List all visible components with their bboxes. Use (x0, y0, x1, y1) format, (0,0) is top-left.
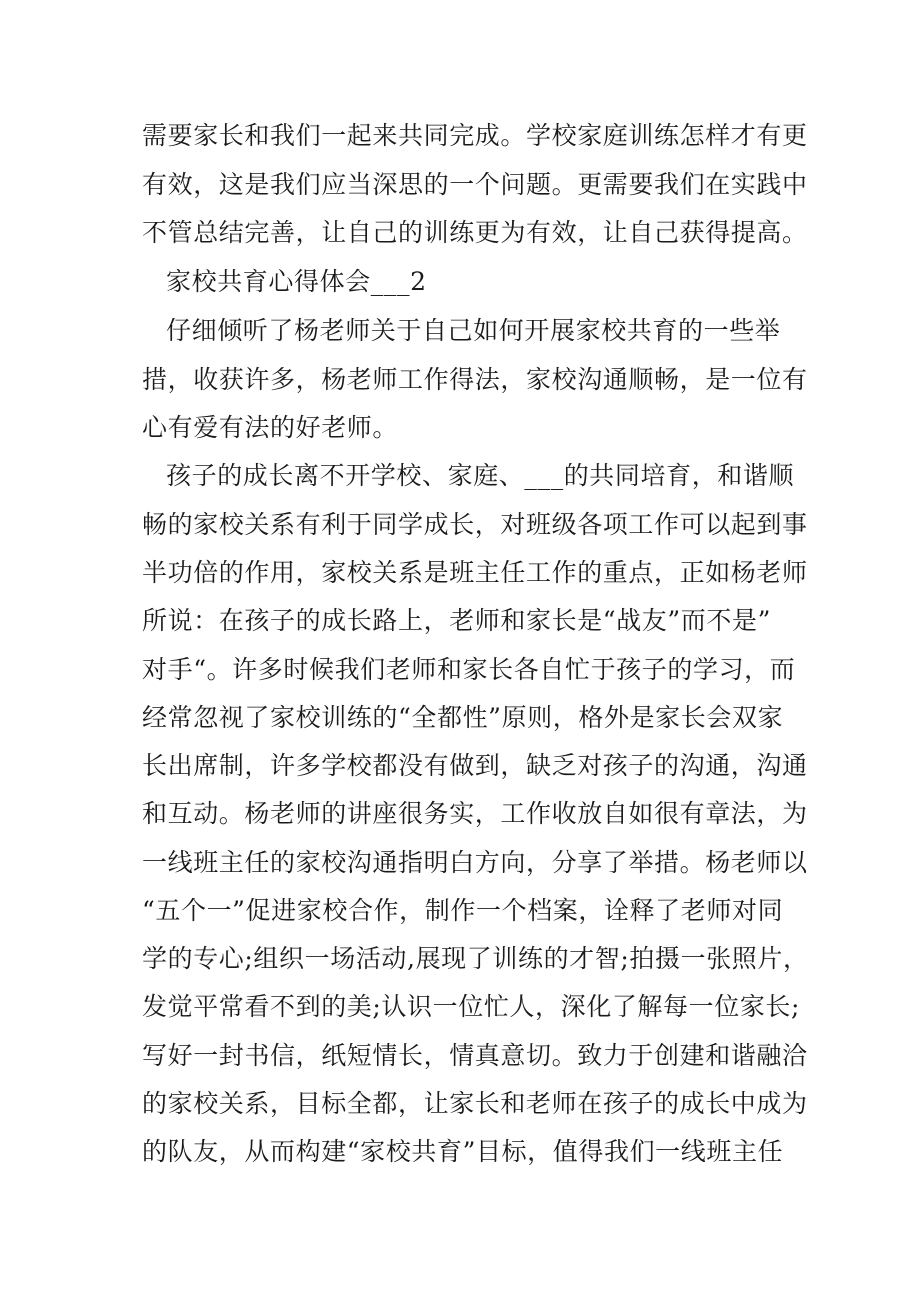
text-line: 需要家长和我们一起来共同完成。学校家庭训练怎样才有更 (142, 121, 808, 150)
text-line: 孩子的成长离不开学校、家庭、___的共同培育，和谐顺 (166, 461, 795, 490)
text-line: 仔细倾听了杨老师关于自己如何开展家校共育的一些举 (166, 316, 781, 345)
text-line: 的队友，从而构建“家校共育”目标，值得我们一线班主任 (142, 1137, 784, 1166)
text-line: 经常忽视了家校训练的“全都性”原则，格外是家长会双家 (142, 703, 784, 732)
text-line: 学的专心;组织一场活动,展现了训练的才智;拍摄一张照片， (142, 944, 809, 973)
text-line: 所说：在孩子的成长路上，老师和家长是“战友”而不是” (142, 606, 771, 635)
text-line: 半功倍的作用，家校关系是班主任工作的重点，正如杨老师 (142, 558, 808, 587)
text-line: 发觉平常看不到的美;认识一位忙人，深化了解每一位家长; (142, 992, 801, 1021)
text-line: 的家校关系，目标全都，让家长和老师在孩子的成长中成为 (142, 1089, 808, 1118)
text-line: 措，收获许多，杨老师工作得法，家校沟通顺畅，是一位有 (142, 365, 808, 394)
text-line: 不管总结完善，让自己的训练更为有效，让自己获得提高。 (142, 218, 808, 247)
text-line: 和互动。杨老师的讲座很务实，工作收放自如很有章法，为 (142, 799, 808, 828)
text-line: 心有爱有法的好老师。 (142, 413, 399, 442)
text-line: 写好一封书信，纸短情长，情真意切。致力于创建和谐融洽 (142, 1041, 808, 1070)
text-line: 一线班主任的家校沟通指明白方向，分享了举措。杨老师以 (142, 848, 808, 877)
text-line: 长出席制，许多学校都没有做到，缺乏对孩子的沟通，沟通 (142, 751, 808, 780)
text-line: 畅的家校关系有利于同学成长，对班级各项工作可以起到事 (142, 510, 808, 539)
text-line: “五个一”促进家校合作，制作一个档案，诠释了老师对同 (142, 896, 784, 925)
section-heading: 家校共育心得体会___2 (166, 267, 427, 296)
text-line: 对手“。许多时候我们老师和家长各自忙于孩子的学习，而 (142, 655, 796, 684)
text-line: 有效，这是我们应当深思的一个问题。更需要我们在实践中 (142, 170, 808, 199)
